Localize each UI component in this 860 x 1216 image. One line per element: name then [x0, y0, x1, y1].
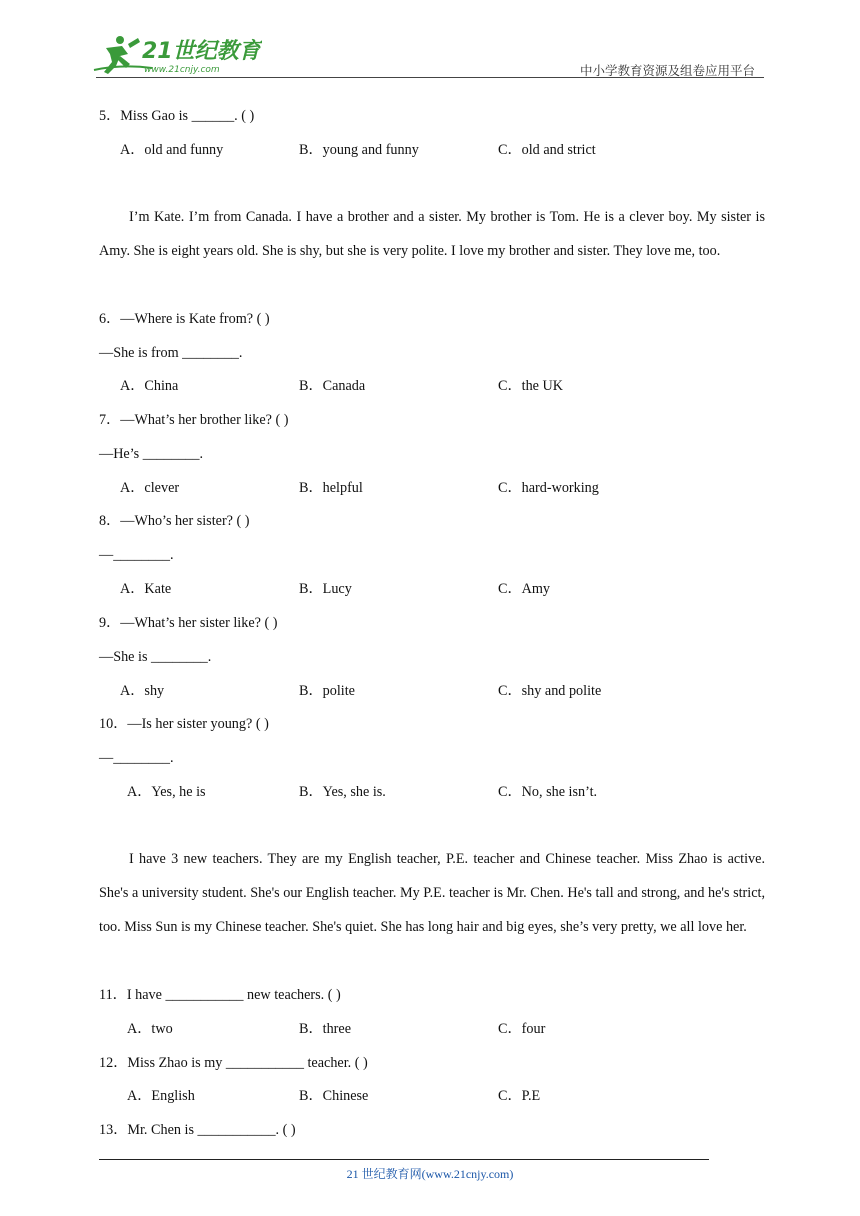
question-11-option-b: B．three [299, 1021, 352, 1037]
question-12-option-b: B．Chinese [299, 1088, 369, 1104]
question-7-option-b: B．helpful [299, 480, 363, 496]
question-10-option-c: C．No, she isn’t. [498, 784, 598, 800]
question-5-option-c: C．old and strict [498, 142, 596, 158]
header-platform-text: 中小学教育资源及组卷应用平台 [579, 63, 755, 78]
page-header [0, 0, 860, 80]
question-11-option-a: A．two [127, 1021, 173, 1037]
question-12-option-c: C．P.E [498, 1088, 541, 1104]
question-6-option-a: A．China [120, 378, 179, 394]
question-5-stem: 5．Miss Gao is ______. ( ) [99, 108, 255, 124]
question-12-option-a: A．English [127, 1088, 195, 1104]
question-9-stem: 9．—What’s her sister like? ( ) [99, 615, 278, 631]
question-12-stem: 12．Miss Zhao is my ___________ teacher. ( ) [99, 1055, 368, 1071]
question-10-option-a: A．Yes, he is [127, 784, 206, 800]
question-10-answer-line: —________. [99, 750, 174, 766]
question-11-option-c: C．four [498, 1021, 546, 1037]
header-divider [96, 77, 764, 78]
question-7-option-c: C．hard-working [498, 480, 599, 496]
footer-site-link[interactable]: 21 世纪教育网(www.21cnjy.com) [346, 1167, 514, 1181]
question-8-option-b: B．Lucy [299, 581, 352, 597]
question-6-answer-line: —She is from ________. [99, 345, 243, 361]
question-9-option-c: C．shy and polite [498, 683, 602, 699]
question-10-stem: 10．—Is her sister young? ( ) [99, 716, 269, 732]
question-8-answer-line: —________. [99, 547, 174, 563]
question-8-stem: 8．—Who’s her sister? ( ) [99, 513, 250, 529]
reading-passage-2: I have 3 new teachers. They are my English teacher, P.E. teacher and Chinese teacher. Miss Zhao is active. She's a university student. She's our English teacher. My P.E. teacher is Mr. Chen. He's tall and strong, and he's strict, too. Miss Sun is my Chinese teacher. She's quiet. She has long hair and big eyes, she’s very pretty, we all love her. [99, 851, 765, 935]
question-9-answer-line: —She is ________. [99, 649, 212, 665]
question-9-option-b: B．polite [299, 683, 355, 699]
question-8-option-c: C．Amy [498, 581, 551, 597]
question-7-answer-line: —He’s ________. [99, 446, 204, 462]
question-5-option-a: A．old and funny [120, 142, 224, 158]
question-8-option-a: A．Kate [120, 581, 172, 597]
question-13-stem: 13．Mr. Chen is ___________. ( ) [99, 1122, 296, 1138]
question-6-option-c: C．the UK [498, 378, 564, 394]
21cnjy-logo [92, 34, 262, 78]
question-5-option-b: B．young and funny [299, 142, 419, 158]
logo-url: www.21cnjy.com [144, 65, 220, 75]
reading-passage-1: I’m Kate. I’m from Canada. I have a brother and a sister. My brother is Tom. He is a clever boy. My sister is Amy. She is eight years old. She is shy, but she is very polite. I love my brother and sister. They love me, too. [99, 209, 765, 259]
question-10-option-b: B．Yes, she is. [299, 784, 386, 800]
question-6-stem: 6．—Where is Kate from? ( ) [99, 311, 270, 327]
question-6-option-b: B．Canada [299, 378, 366, 394]
question-7-stem: 7．—What’s her brother like? ( ) [99, 412, 289, 428]
question-9-option-a: A．shy [120, 683, 165, 699]
question-11-stem: 11．I have ___________ new teachers. ( ) [99, 987, 341, 1003]
footer-divider [99, 1159, 709, 1160]
logo-text: 21世纪教育 [142, 39, 261, 64]
question-7-option-a: A．clever [120, 480, 180, 496]
